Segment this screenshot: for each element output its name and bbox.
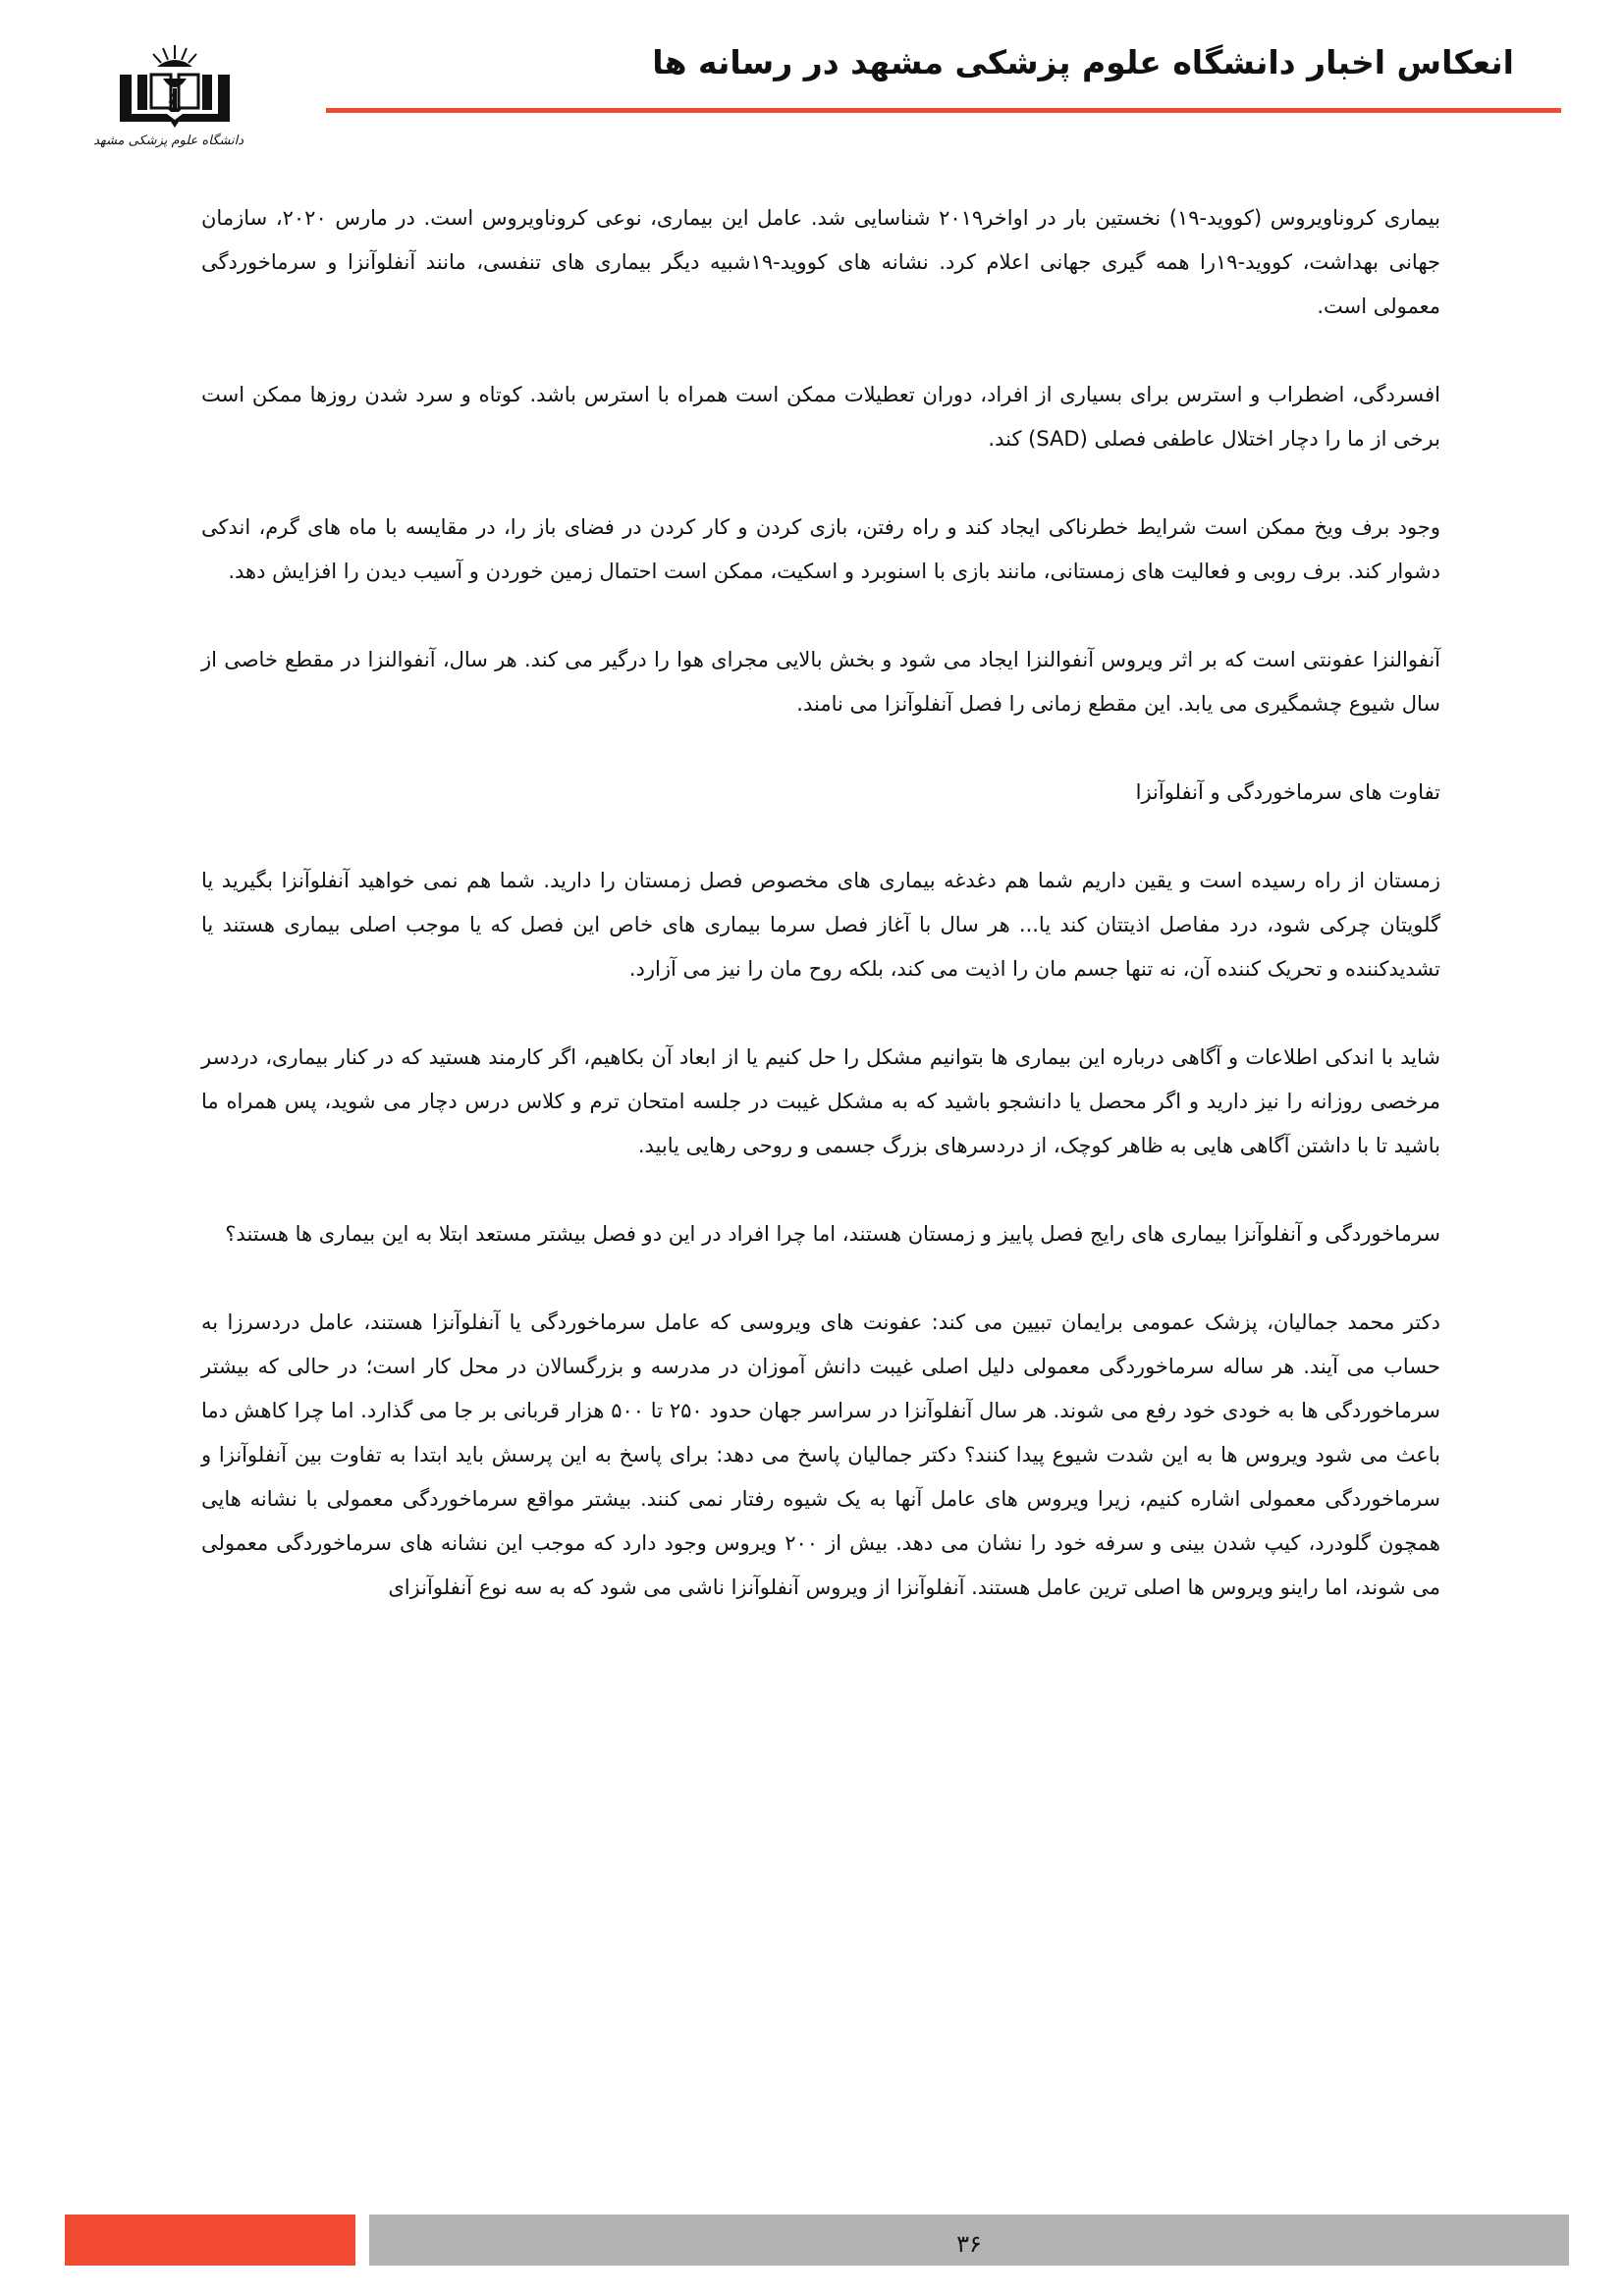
paragraph: وجود برف ویخ ممکن است شرایط خطرناکی ایجاد کند و راه رفتن، بازی کردن و کار کردن در فضای باز را، در مقایسه با ماه های گرم، اندکی دشوار کند. برف روبی و فعالیت های زمستانی، مانند بازی با اسنوبرد و اسکیت، ممکن است احتمال زمین خوردن و آسیب دیدن را افزایش دهد. [201, 515, 1440, 583]
paragraph: شاید با اندکی اطلاعات و آگاهی درباره این بیماری ها بتوانیم مشکل را حل کنیم یا از ابعاد آن بکاهیم، اگر کارمند هستید که در کنار بیماری، دردسر مرخصی روزانه را نیز دارید و اگر محصل یا دانشجو باشید که به مشکل غیبت در جلسه امتحان ترم و کلاس درس دچار می شوید، پس همراه ما باشید تا با داشتن آگاهی هایی به ظاهر کوچک، از دردسرهای بزرگ جسمی و روحی رهایی یابید. [201, 1045, 1440, 1157]
section-heading: تفاوت های سرماخوردگی و آنفلوآنزا [1135, 780, 1440, 804]
page-header [0, 0, 1624, 147]
header-divider [326, 108, 1561, 113]
page-title: انعکاس اخبار دانشگاه علوم پزشکی مشهد در رسانه ها [652, 43, 1514, 81]
paragraph: دکتر محمد جمالیان، پزشک عمومی برایمان تبیین می کند: عفونت های ویروسی که عامل سرماخوردگی یا آنفلوآنزا هستند، عامل دردسرزا به حساب می آیند. هر ساله سرماخوردگی معمولی دلیل اصلی غیبت دانش آموزان در مدرسه و بزرگسالان در محل کار است؛ در حالی که بیشتر سرماخوردگی ها به خودی خود رفع می شوند. هر سال آنفلوآنزا در سراسر جهان حدود ۲۵۰ تا ۵۰۰ هزار قربانی بر جا می گذارد. اما چرا کاهش دما باعث می شود ویروس ها به این شدت شیوع پیدا کنند؟ دکتر جمالیان پاسخ می دهد: برای پاسخ به این پرسش باید ابتدا به تفاوت بین آنفلوآنزا و سرماخوردگی معمولی اشاره کنیم، زیرا ویروس های عامل آنها به یک شیوه رفتار نمی کنند. بیشتر مواقع سرماخوردگی معمولی با نشانه هایی همچون گلودرد، کیپ شدن بینی و سرفه خود را نشان می دهد. بیش از ۲۰۰ ویروس وجود دارد که موجب این نشانه های سرماخوردگی معمولی می شوند، اما راینو ویروس ها اصلی ترین عامل هستند. آنفلوآنزا از ویروس آنفلوآنزا ناشی می شود که به سه نوع آنفلوآنزای [201, 1310, 1441, 1599]
article-body [201, 196, 1440, 1654]
paragraph: افسردگی، اضطراب و استرس برای بسیاری از افراد، دوران تعطیلات ممکن است همراه با استرس باشد. کوتاه و سرد شدن روزها ممکن است برخی از ما را دچار اختلال عاطفی فصلی (SAD) کند. [201, 383, 1440, 451]
paragraph: زمستان از راه رسیده است و یقین داریم شما هم دغدغه بیماری های مخصوص فصل زمستان را دارید. شما هم نمی خواهید آنفلوآنزا بگیرید یا گلویتان چرکی شود، درد مفاصل اذیتتان کند یا... هر سال با آغاز فصل سرما بیماری های خاص این فصل که یا موجب اصلی بیماری هستند یا تشدیدکننده و تحریک کننده آن، نه تنها جسم مان را اذیت می کند، بلکه روح مان را نیز می آزارد. [201, 869, 1440, 981]
footer-accent-bar [65, 2215, 355, 2266]
logo-caption: دانشگاه علوم پزشکی مشهد [93, 133, 244, 148]
paragraph: آنفوالنزا عفونتی است که بر اثر ویروس آنفوالنزا ایجاد می شود و بخش بالایی مجرای هوا را درگیر می کند. هر سال، آنفوالنزا در مقطع خاصی از سال شیوع چشمگیری می یابد. این مقطع زمانی را فصل آنفلوآنزا می نامند. [201, 648, 1440, 716]
page-number: ۳۶ [956, 2230, 982, 2258]
university-emblem-icon [93, 39, 244, 167]
paragraph: بیماری کروناویروس (کووید-۱۹) نخستین بار در اواخر۲۰۱۹ شناسایی شد. عامل این بیماری، نوعی کروناویروس است. در مارس ۲۰۲۰، سازمان جهانی بهداشت، کووید-۱۹را همه گیری جهانی اعلام کرد. نشانه های کووید-۱۹شبیه دیگر بیماری های تنفسی، مانند آنفلوآنزا و سرماخوردگی معمولی است. [201, 206, 1441, 318]
paragraph: سرماخوردگی و آنفلوآنزا بیماری های رایج فصل پاییز و زمستان هستند، اما چرا افراد در این دو فصل بیشتر مستعد ابتلا به این بیماری ها هستند؟ [225, 1222, 1440, 1246]
